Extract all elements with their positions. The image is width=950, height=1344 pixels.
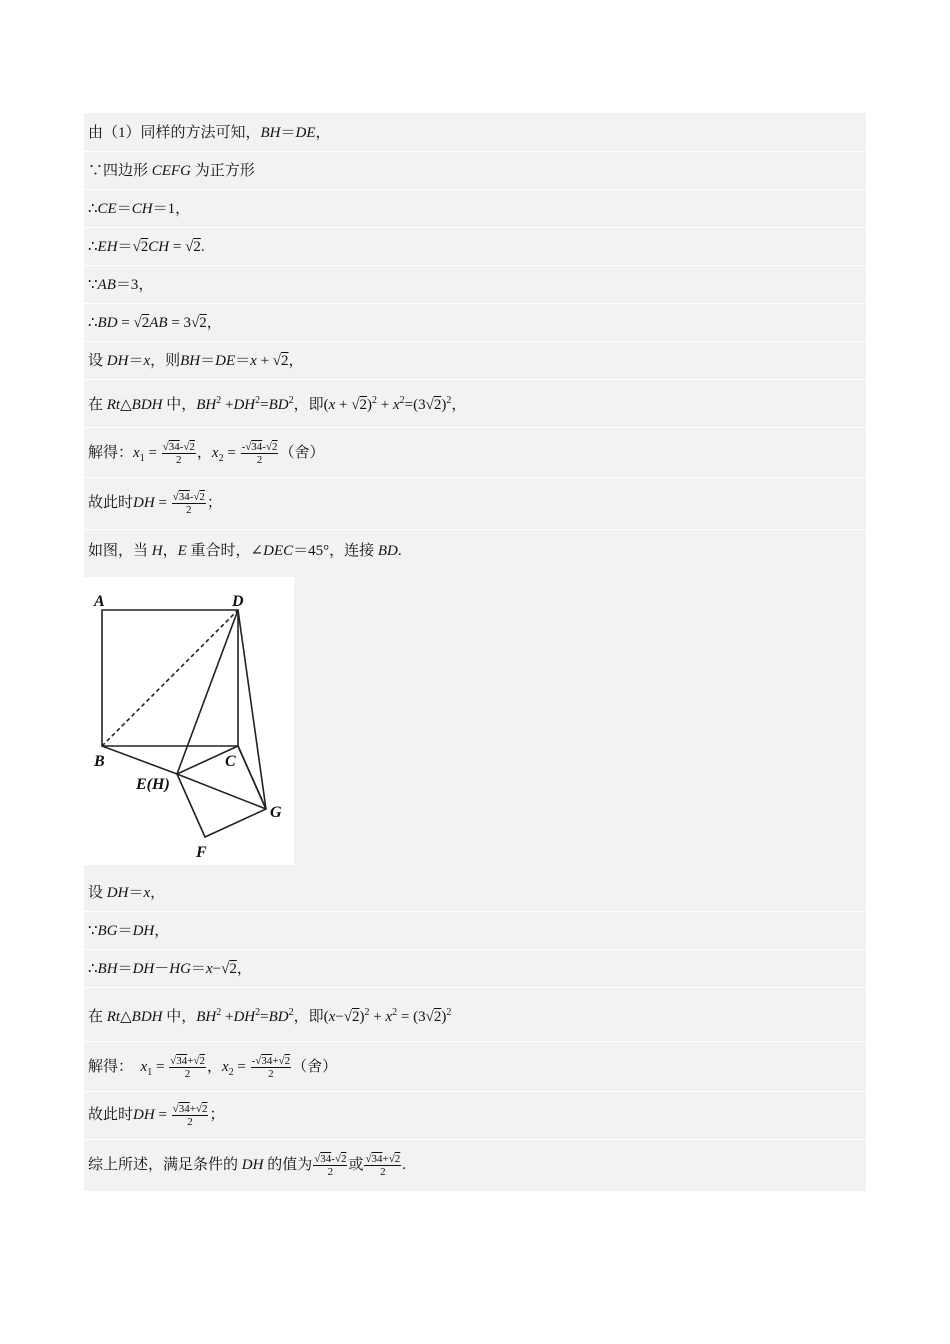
line-divider — [84, 427, 866, 428]
dashed-bd — [102, 610, 238, 746]
text-line-17: 故此时DH = $\frac{√34+√2}{2}$ ； — [88, 1103, 225, 1128]
text-line-9: 解得：$x_1$ = $\frac{√34-√2}{2}$ ，$x_2$ = $\frac{-√34-√2}{2}$ （舍） — [88, 441, 325, 466]
label-c: C — [225, 753, 236, 770]
line-divider — [84, 1041, 866, 1042]
line-divider — [84, 303, 866, 304]
label-a: A — [94, 593, 105, 610]
text-line-13: ∵BG＝DH， — [88, 923, 170, 939]
text-line-10: 故此时DH = $\frac{√34-√2}{2}$ ； — [88, 491, 222, 516]
segment-be — [102, 746, 177, 774]
line-divider — [84, 227, 866, 228]
line-divider — [84, 189, 866, 190]
line-divider — [84, 1091, 866, 1092]
text-line-6: ∴BD = √2AB = 3√2， — [88, 315, 222, 331]
label-eh: E(H) — [136, 776, 170, 793]
solution-panel — [84, 113, 866, 1191]
text-line-18: 综上所述，满足条件的 DH 的值为 $\frac{√34-√2}{2}$ 或 $\frac{√34+√2}{2}$ . — [88, 1153, 407, 1178]
line-divider — [84, 529, 866, 530]
text-line-4: ∴EH＝√2CH = √2. — [88, 239, 205, 255]
text-line-11: 如图，当 H，E 重合时，∠DEC＝45°，连接 BD. — [88, 543, 402, 559]
line-divider — [84, 1139, 866, 1140]
line-1-text: 由（1）同样的方法可知，BH＝DE， — [88, 125, 331, 141]
text-line-5: ∵AB＝3， — [88, 277, 154, 293]
text-line-16: 解得： $x_1$ = $\frac{√34+√2}{2}$ ，$x_2$ = $\frac{-√34+√2}{2}$ （舍） — [88, 1055, 338, 1080]
text-line-8: 在 Rt△BDH 中，$BH^2 +DH^2=BD^2$，即$(x + √2)^2 + x^2=(3√2)^2$， — [88, 395, 467, 413]
line-divider — [84, 341, 866, 342]
text-line-15: 在 Rt△BDH 中，$BH^2 +DH^2=BD^2$，即$(x-√2)^2 + x^2 = (3√2)^2$ — [88, 1007, 452, 1025]
text-line-3: ∴CE＝CH＝1， — [88, 201, 191, 217]
text-line-7: 设 DH＝x，则BH＝DE＝x + √2， — [88, 353, 304, 369]
label-g: G — [270, 804, 282, 821]
text-line-1 — [88, 123, 331, 143]
geometry-figure — [84, 577, 294, 865]
line-divider — [84, 987, 866, 988]
text-line-14: ∴BH＝DH－HG＝x−√2， — [88, 961, 252, 977]
line-divider — [84, 379, 866, 380]
line-divider — [84, 477, 866, 478]
line-divider — [84, 911, 866, 912]
label-b: B — [94, 753, 105, 770]
label-d: D — [232, 593, 244, 610]
label-f: F — [196, 844, 207, 861]
line-divider — [84, 151, 866, 152]
text-line-2: ∵四边形 CEFG 为正方形 — [88, 163, 255, 179]
text-line-12: 设 DH＝x， — [88, 885, 166, 901]
line-divider — [84, 949, 866, 950]
line-divider — [84, 265, 866, 266]
geometry-svg — [84, 577, 294, 865]
